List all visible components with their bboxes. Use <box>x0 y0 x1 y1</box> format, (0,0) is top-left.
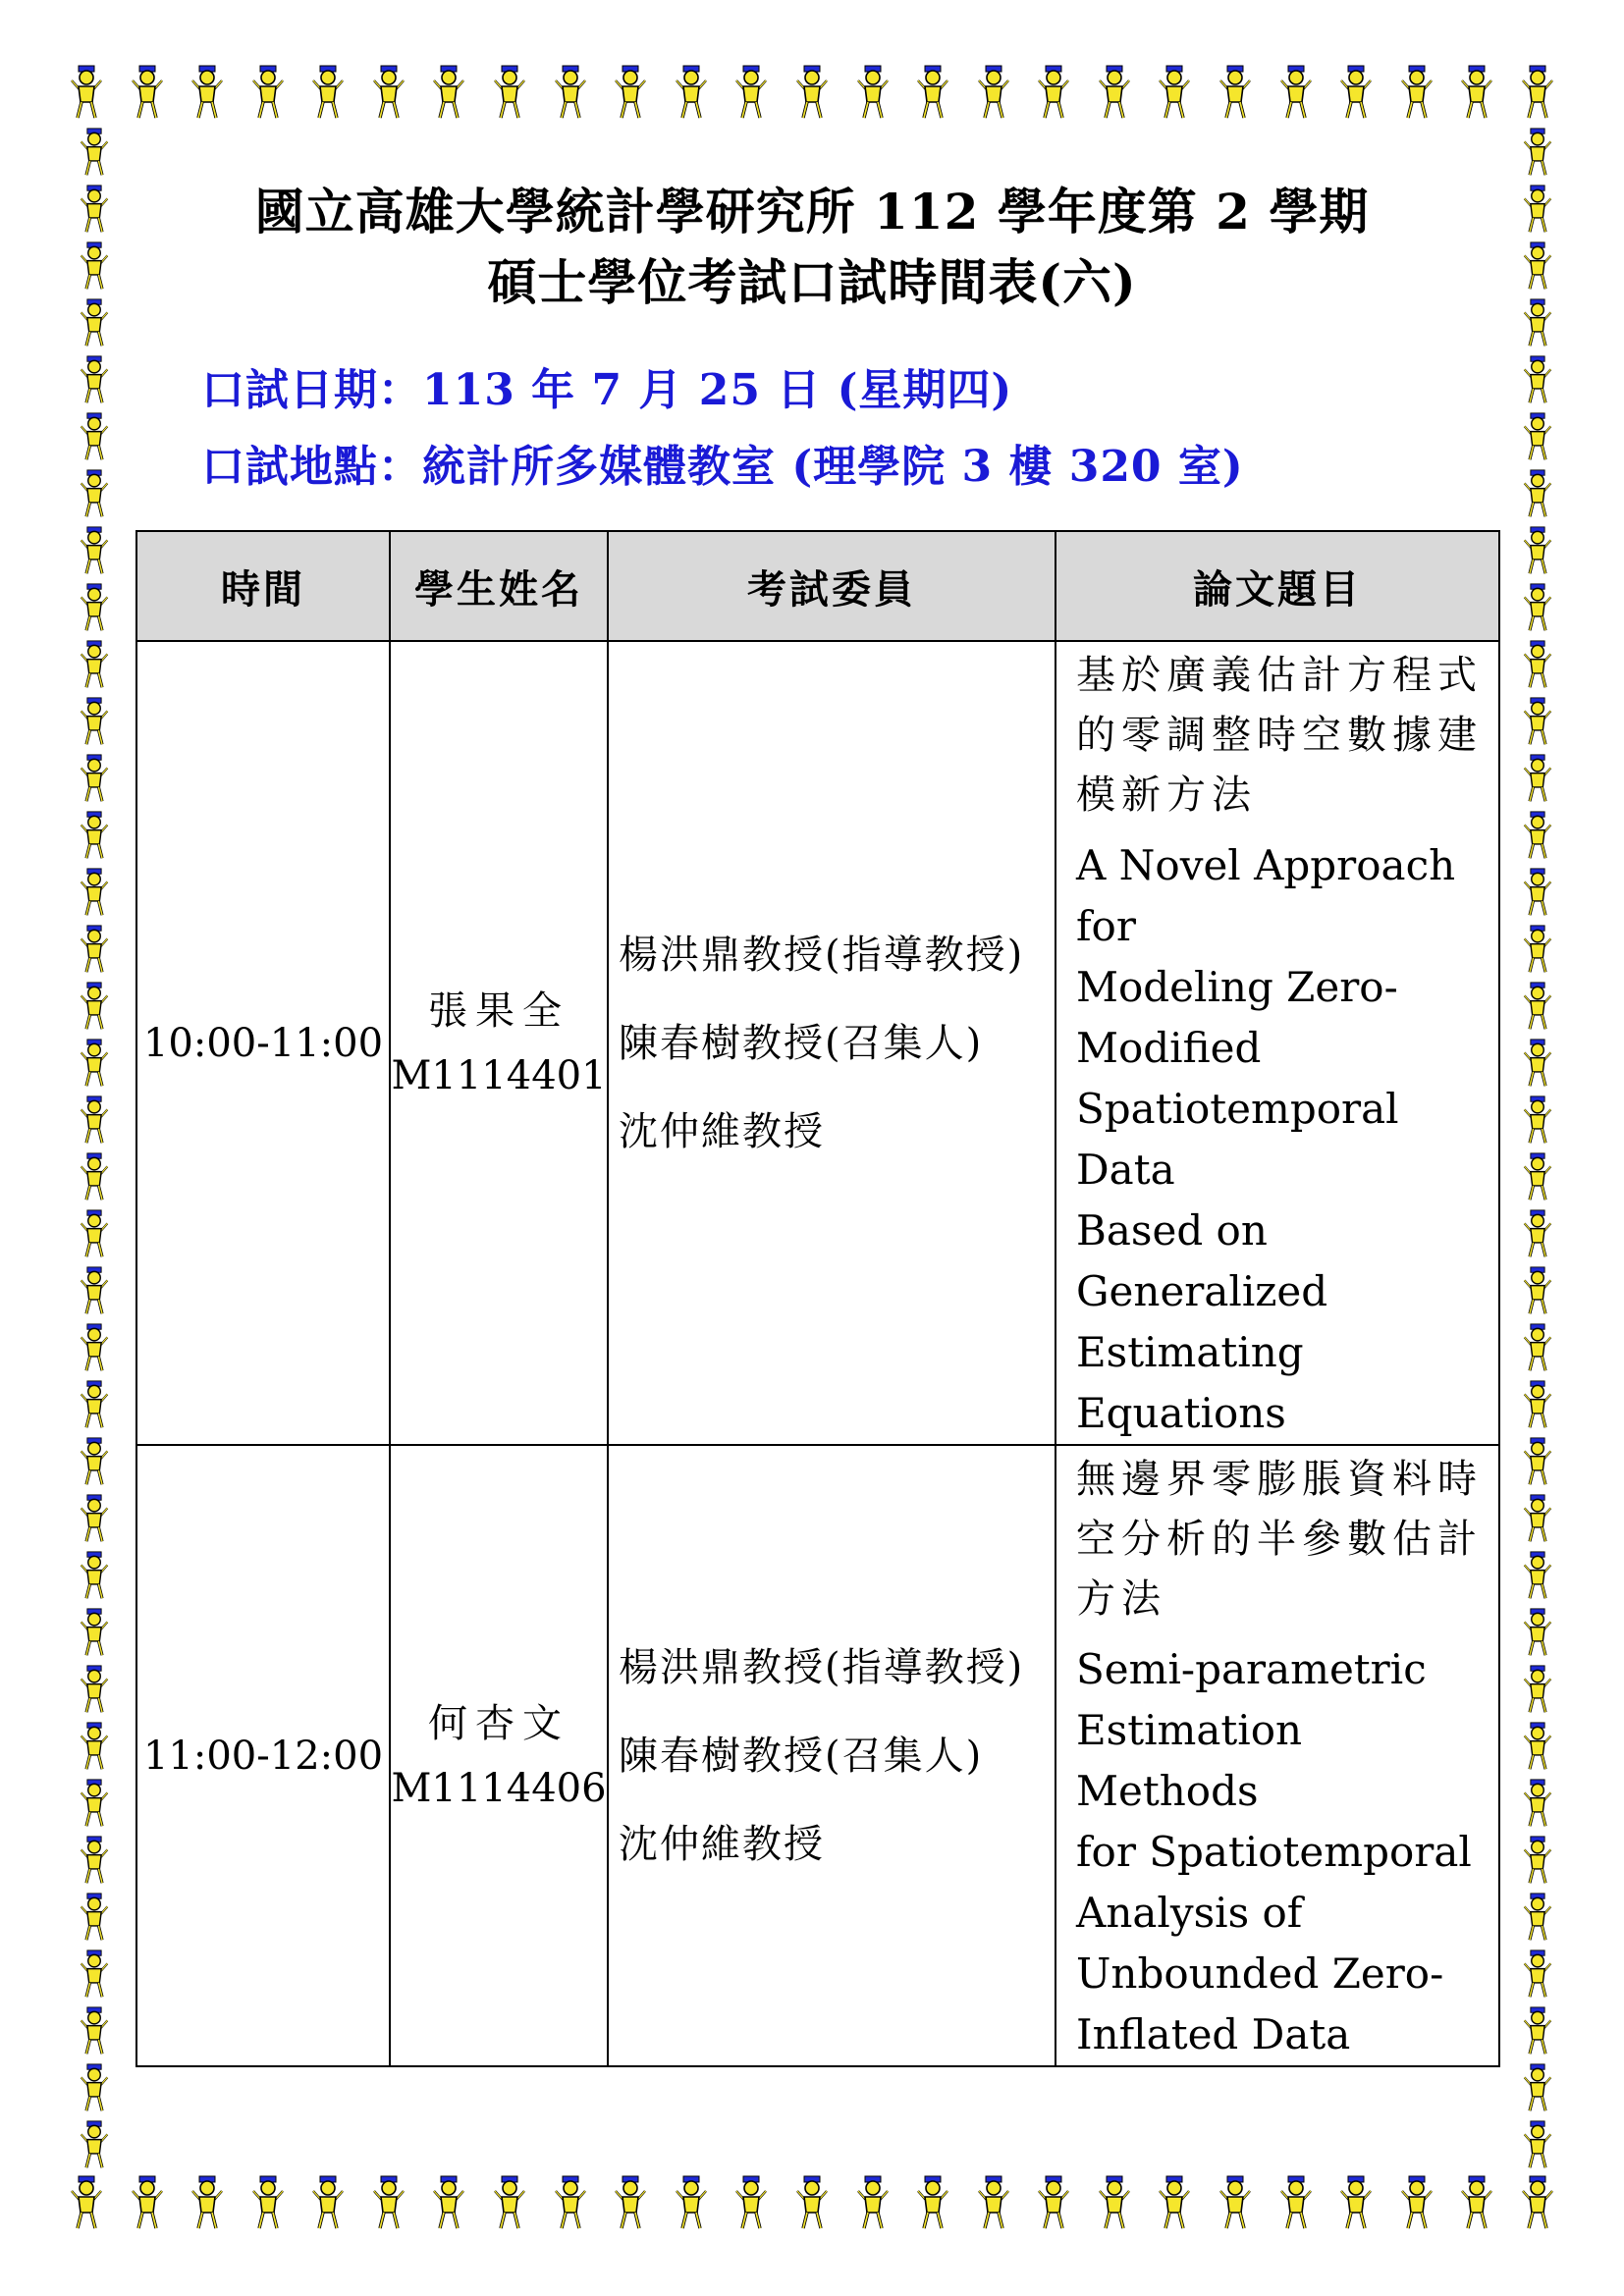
student-figure-icon <box>1395 2175 1438 2230</box>
student-figure-icon <box>1516 1551 1559 1600</box>
student-figure-icon <box>1153 2175 1196 2230</box>
student-name: 張果全 <box>428 988 569 1034</box>
student-figure-icon <box>65 2175 108 2230</box>
header-thesis: 論文題目 <box>1056 531 1499 641</box>
student-figure-icon <box>73 640 116 689</box>
student-figure-icon <box>73 1665 116 1714</box>
thesis-en-line: Semi-parametric <box>1076 1645 1427 1693</box>
student-figure-icon <box>1516 1152 1559 1201</box>
student-figure-icon <box>1516 697 1559 746</box>
student-figure-icon <box>972 2175 1015 2230</box>
cell-time: 11:00-12:00 <box>136 1445 390 2066</box>
student-figure-icon <box>1516 1665 1559 1714</box>
student-figure-icon <box>1516 754 1559 803</box>
student-figure-icon <box>1516 1095 1559 1145</box>
student-figure-icon <box>73 1209 116 1258</box>
student-figure-icon <box>1516 2006 1559 2056</box>
student-figure-icon <box>246 65 290 120</box>
student-figure-icon <box>1516 1722 1559 1771</box>
student-figure-icon <box>609 2175 652 2230</box>
student-figure-icon <box>1516 1893 1559 1942</box>
cell-thesis <box>1056 641 1499 1445</box>
student-figure-icon <box>1214 2175 1257 2230</box>
committee-member: 楊洪鼎教授(指導教授) <box>619 1644 1025 1690</box>
page-subtitle: 碩士學位考試口試時間表(六) <box>487 253 1137 311</box>
student-figure-icon <box>73 1608 116 1657</box>
student-figure-icon <box>1032 65 1075 120</box>
student-figure-icon <box>1516 1323 1559 1372</box>
student-figure-icon <box>1516 982 1559 1031</box>
student-figure-icon <box>1516 1949 1559 1999</box>
student-id: M1114401 <box>391 1052 607 1098</box>
thesis-en-line: Analysis of <box>1076 1889 1303 1937</box>
thesis-zh-line: 無邊界零膨脹資料時 <box>1076 1457 1483 1502</box>
thesis-en-line: Spatiotemporal Data <box>1076 1085 1399 1194</box>
student-figure-icon <box>549 2175 592 2230</box>
student-figure-icon <box>1093 65 1136 120</box>
student-figure-icon <box>670 2175 713 2230</box>
border-right <box>1516 128 1559 2169</box>
student-figure-icon <box>1516 1380 1559 1429</box>
student-figure-icon <box>73 298 116 347</box>
cell-student <box>390 1445 608 2066</box>
student-figure-icon <box>73 185 116 234</box>
student-name: 何杏文 <box>428 1700 569 1746</box>
student-figure-icon <box>246 2175 290 2230</box>
thesis-en-line: Modeling Zero- <box>1076 963 1398 1011</box>
student-figure-icon <box>73 241 116 291</box>
committee-member: 陳春樹教授(召集人) <box>619 1733 984 1779</box>
thesis-title-zh <box>1076 646 1485 826</box>
student-figure-icon <box>1516 298 1559 347</box>
student-figure-icon <box>1516 2063 1559 2112</box>
committee-member: 沈仲維教授 <box>619 1108 825 1154</box>
student-figure-icon <box>488 2175 531 2230</box>
committee-member: 陳春樹教授(召集人) <box>619 1020 984 1066</box>
thesis-zh-line: 模新方法 <box>1076 773 1257 818</box>
student-figure-icon <box>972 65 1015 120</box>
student-figure-icon <box>851 65 894 120</box>
student-figure-icon <box>73 1152 116 1201</box>
student-figure-icon <box>730 2175 773 2230</box>
student-figure-icon <box>1516 925 1559 974</box>
cell-thesis <box>1056 1445 1499 2066</box>
cell-student <box>390 641 608 1445</box>
student-figure-icon <box>65 65 108 120</box>
student-figure-icon <box>126 2175 169 2230</box>
thesis-title-en <box>1076 835 1485 1444</box>
thesis-en-line: Estimation Methods <box>1076 1706 1303 1815</box>
student-figure-icon <box>670 65 713 120</box>
exam-location: 口試地點：統計所多媒體教室 (理學院 3 樓 320 室) <box>201 442 1244 492</box>
student-figure-icon <box>549 65 592 120</box>
student-figure-icon <box>73 1893 116 1942</box>
student-figure-icon <box>1032 2175 1075 2230</box>
student-figure-icon <box>73 1266 116 1315</box>
student-figure-icon <box>1516 868 1559 917</box>
student-figure-icon <box>730 65 773 120</box>
student-figure-icon <box>1516 1437 1559 1486</box>
committee-member: 楊洪鼎教授(指導教授) <box>619 932 1025 978</box>
student-figure-icon <box>73 1095 116 1145</box>
student-figure-icon <box>73 2120 116 2169</box>
thesis-zh-line: 空分析的半參數估計 <box>1076 1517 1483 1562</box>
thesis-title-en <box>1076 1639 1485 2065</box>
student-figure-icon <box>1516 811 1559 860</box>
student-figure-icon <box>73 1949 116 1999</box>
student-figure-icon <box>73 2063 116 2112</box>
cell-committee <box>608 1445 1056 2066</box>
student-figure-icon <box>186 65 229 120</box>
student-figure-icon <box>73 1722 116 1771</box>
student-figure-icon <box>911 65 954 120</box>
student-figure-icon <box>1516 185 1559 234</box>
student-figure-icon <box>73 811 116 860</box>
table-header-row <box>136 531 1499 641</box>
student-figure-icon <box>911 2175 954 2230</box>
student-figure-icon <box>1516 128 1559 177</box>
student-figure-icon <box>73 2006 116 2056</box>
student-figure-icon <box>1455 65 1498 120</box>
student-figure-icon <box>609 65 652 120</box>
thesis-zh-line: 的零調整時空數據建 <box>1076 713 1483 758</box>
student-figure-icon <box>1334 65 1378 120</box>
student-figure-icon <box>1516 1266 1559 1315</box>
student-figure-icon <box>367 65 410 120</box>
student-figure-icon <box>1214 65 1257 120</box>
student-figure-icon <box>1516 241 1559 291</box>
thesis-title-zh <box>1076 1450 1485 1629</box>
student-figure-icon <box>1516 526 1559 575</box>
student-figure-icon <box>1274 65 1318 120</box>
student-figure-icon <box>73 469 116 518</box>
student-figure-icon <box>73 1779 116 1828</box>
student-figure-icon <box>427 2175 470 2230</box>
student-figure-icon <box>1516 2175 1559 2230</box>
student-figure-icon <box>73 412 116 461</box>
student-figure-icon <box>1516 640 1559 689</box>
student-figure-icon <box>851 2175 894 2230</box>
student-figure-icon <box>1516 469 1559 518</box>
student-figure-icon <box>73 355 116 404</box>
student-figure-icon <box>1516 1209 1559 1258</box>
student-figure-icon <box>73 583 116 632</box>
border-left <box>73 128 116 2169</box>
student-figure-icon <box>1516 583 1559 632</box>
student-figure-icon <box>1516 1494 1559 1543</box>
student-figure-icon <box>73 982 116 1031</box>
student-figure-icon <box>73 1836 116 1885</box>
student-figure-icon <box>73 526 116 575</box>
student-figure-icon <box>73 868 116 917</box>
committee-member: 沈仲維教授 <box>619 1821 825 1867</box>
student-figure-icon <box>488 65 531 120</box>
student-figure-icon <box>1516 65 1559 120</box>
table-row <box>136 641 1499 1445</box>
student-figure-icon <box>1274 2175 1318 2230</box>
student-figure-icon <box>1516 412 1559 461</box>
student-figure-icon <box>73 1551 116 1600</box>
student-figure-icon <box>367 2175 410 2230</box>
cell-committee <box>608 641 1056 1445</box>
student-figure-icon <box>73 925 116 974</box>
student-figure-icon <box>1516 1836 1559 1885</box>
student-figure-icon <box>1455 2175 1498 2230</box>
student-figure-icon <box>73 697 116 746</box>
border-bottom <box>65 2175 1559 2234</box>
schedule-table <box>135 530 1500 2067</box>
student-figure-icon <box>1516 355 1559 404</box>
student-figure-icon <box>73 1494 116 1543</box>
student-figure-icon <box>790 65 834 120</box>
thesis-en-line: A Novel Approach for <box>1076 841 1456 950</box>
thesis-en-line: Based on Generalized <box>1076 1206 1328 1315</box>
thesis-zh-line: 方法 <box>1076 1576 1166 1622</box>
page-title: 國立高雄大學統計學研究所 112 學年度第 2 學期 <box>254 183 1370 240</box>
student-id: M1114406 <box>391 1765 607 1811</box>
student-figure-icon <box>186 2175 229 2230</box>
student-figure-icon <box>73 128 116 177</box>
student-figure-icon <box>306 65 350 120</box>
student-figure-icon <box>126 65 169 120</box>
exam-date: 口試日期：113 年 7 月 25 日 (星期四) <box>201 365 1013 415</box>
student-figure-icon <box>1153 65 1196 120</box>
student-figure-icon <box>73 1039 116 1088</box>
thesis-en-line: Modified <box>1076 1024 1262 1072</box>
student-figure-icon <box>1334 2175 1378 2230</box>
thesis-en-line: Unbounded Zero- <box>1076 1949 1444 1998</box>
table-row <box>136 1445 1499 2066</box>
header-student: 學生姓名 <box>390 531 608 641</box>
header-committee: 考試委員 <box>608 531 1056 641</box>
student-figure-icon <box>73 1380 116 1429</box>
thesis-en-line: Estimating Equations <box>1076 1328 1304 1437</box>
thesis-en-line: for Spatiotemporal <box>1076 1828 1472 1876</box>
student-figure-icon <box>1516 1608 1559 1657</box>
student-figure-icon <box>306 2175 350 2230</box>
header-time: 時間 <box>136 531 390 641</box>
student-figure-icon <box>73 1437 116 1486</box>
border-top <box>65 65 1559 124</box>
cell-time: 10:00-11:00 <box>136 641 390 1445</box>
student-figure-icon <box>73 754 116 803</box>
student-figure-icon <box>1395 65 1438 120</box>
student-figure-icon <box>1516 1779 1559 1828</box>
student-figure-icon <box>427 65 470 120</box>
student-figure-icon <box>1516 2120 1559 2169</box>
student-figure-icon <box>73 1323 116 1372</box>
student-figure-icon <box>790 2175 834 2230</box>
student-figure-icon <box>1516 1039 1559 1088</box>
student-figure-icon <box>1093 2175 1136 2230</box>
thesis-zh-line: 基於廣義估計方程式 <box>1076 653 1483 698</box>
thesis-en-line: Inflated Data <box>1076 2010 1351 2058</box>
